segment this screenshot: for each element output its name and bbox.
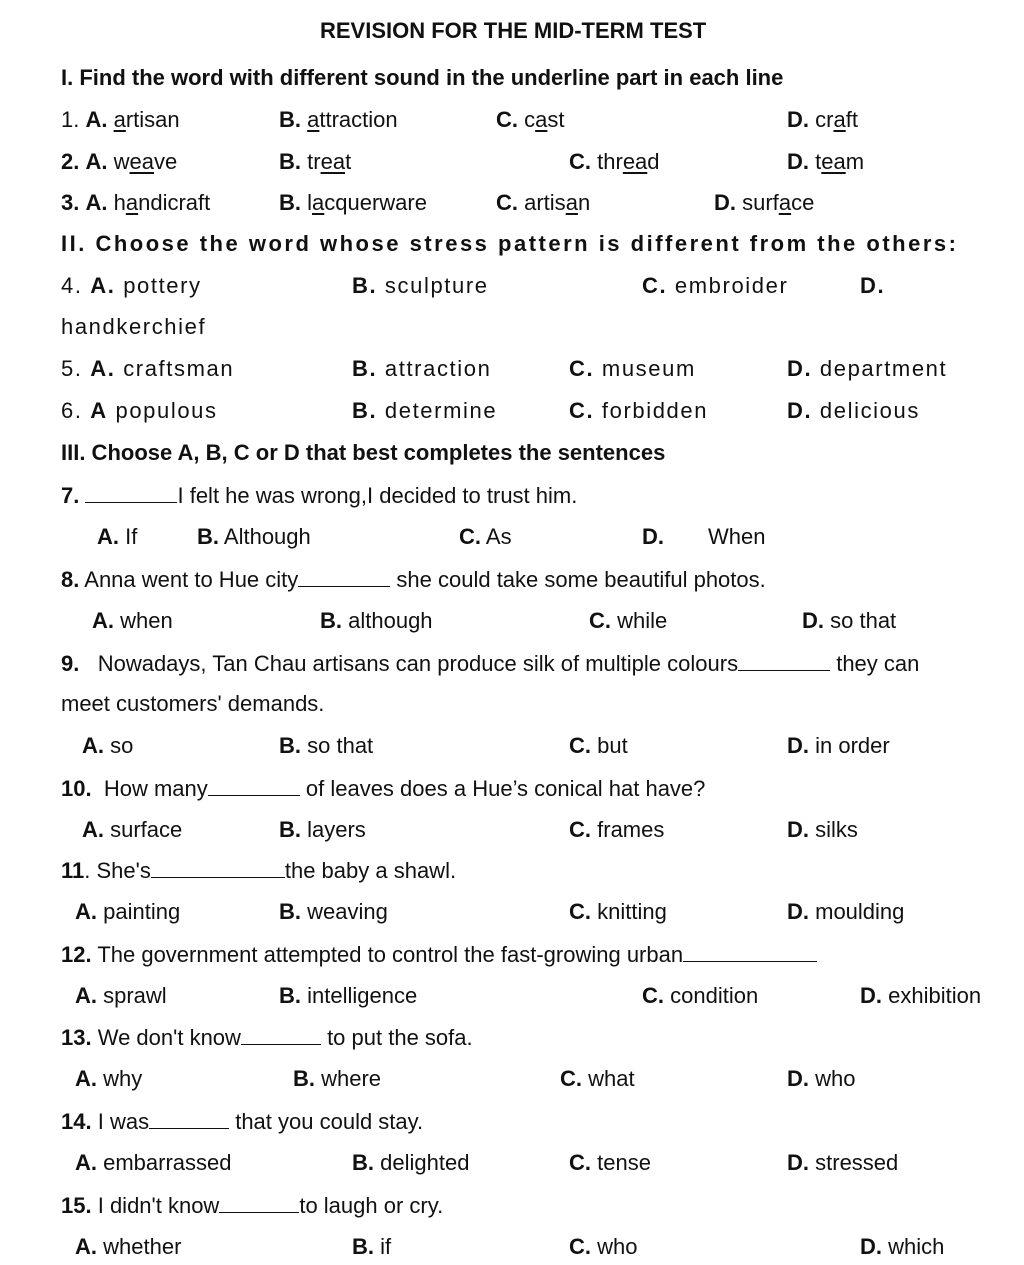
question-11-option-d: D. moulding [787, 899, 905, 924]
question-1-option-a: 1. A. artisan [61, 107, 180, 132]
question-10-stem: 10. How many of leaves does a Hue’s conical hat have? [61, 776, 706, 801]
question-14-option-c: C. tense [569, 1150, 651, 1175]
question-9-option-a: A. so [82, 733, 134, 758]
question-3-option-c: C. artisan [496, 190, 591, 215]
question-5-option-c: C. museum [569, 356, 696, 381]
question-9-stem-line-2: meet customers' demands. [61, 691, 325, 716]
question-12-option-b: B. intelligence [279, 983, 418, 1008]
question-12-option-c: C. condition [642, 983, 759, 1008]
question-3-option-d: D. surface [714, 190, 815, 215]
question-4-option-d-letter: D. [860, 273, 886, 298]
question-9-option-c: C. but [569, 733, 628, 758]
question-9-option-b: B. so that [279, 733, 374, 758]
section-heading-1: I. Find the word with different sound in the underline part in each line [61, 65, 784, 90]
question-5-option-b: B. attraction [352, 356, 492, 381]
question-7-stem: 7. I felt he was wrong,I decided to trust him. [61, 483, 578, 508]
answer-blank [738, 650, 830, 671]
question-8-option-c: C. while [589, 608, 668, 633]
question-12-option-a: A. sprawl [75, 983, 167, 1008]
question-4-option-d-text: handkerchief [61, 314, 207, 339]
question-3-option-b: B. lacquerware [279, 190, 427, 215]
question-11-stem: 11. She's the baby a shawl. [61, 858, 457, 883]
question-15-stem: 15. I didn't know to laugh or cry. [61, 1193, 444, 1218]
question-9-stem: 9. Nowadays, Tan Chau artisans can produce silk of multiple colours they can [61, 651, 920, 676]
question-15-option-a: A. whether [75, 1234, 182, 1259]
question-13-option-c: C. what [560, 1066, 635, 1091]
question-10-option-b: B. layers [279, 817, 366, 842]
question-10-option-a: A. surface [82, 817, 183, 842]
question-10-option-d: D. silks [787, 817, 858, 842]
question-4-option-a: 4. A. pottery [61, 273, 202, 298]
question-2-option-a: 2. A. weave [61, 149, 178, 174]
question-7-option-d: D. When [642, 524, 766, 549]
section-heading-2: II. Choose the word whose stress pattern is different from the others: [61, 231, 959, 256]
question-2-option-d: D. team [787, 149, 865, 174]
question-14-option-a: A. embarrassed [75, 1150, 232, 1175]
question-4-option-c: C. embroider [642, 273, 789, 298]
question-11-option-a: A. painting [75, 899, 181, 924]
question-15-option-b: B. if [352, 1234, 392, 1259]
question-13-option-b: B. where [293, 1066, 382, 1091]
question-8-option-d: D. so that [802, 608, 897, 633]
question-5-option-d: D. department [787, 356, 948, 381]
answer-blank [151, 857, 285, 878]
question-5-option-a: 5. A. craftsman [61, 356, 235, 381]
question-6-option-b: B. determine [352, 398, 498, 423]
question-13-option-d: D. who [787, 1066, 856, 1091]
question-12-option-d: D. exhibition [860, 983, 982, 1008]
answer-blank [298, 566, 390, 587]
answer-blank [149, 1108, 229, 1129]
question-8-option-a: A. when [92, 608, 173, 633]
answer-blank [85, 482, 177, 503]
question-13-stem: 13. We don't know to put the sofa. [61, 1025, 473, 1050]
question-2-option-b: B. treat [279, 149, 352, 174]
answer-blank [241, 1024, 321, 1045]
question-14-stem: 14. I was that you could stay. [61, 1109, 424, 1134]
question-14-option-b: B. delighted [352, 1150, 470, 1175]
question-15-option-c: C. who [569, 1234, 638, 1259]
question-11-option-b: B. weaving [279, 899, 388, 924]
answer-blank [683, 941, 817, 962]
question-6-option-d: D. delicious [787, 398, 920, 423]
question-7-option-a: A. If [97, 524, 138, 549]
question-11-option-c: C. knitting [569, 899, 667, 924]
question-8-option-b: B. although [320, 608, 433, 633]
question-12-stem: 12. The government attempted to control the fast-growing urban [61, 941, 817, 968]
question-15-option-d: D. which [860, 1234, 945, 1259]
answer-blank [219, 1192, 299, 1213]
question-7-option-c: C. As [459, 524, 512, 549]
question-7-option-b: B. Although [197, 524, 311, 549]
question-10-option-c: C. frames [569, 817, 665, 842]
question-3-option-a: 3. A. handicraft [61, 190, 211, 215]
question-8-stem: 8. Anna went to Hue city she could take some beautiful photos. [61, 567, 766, 592]
question-1-option-b: B. attraction [279, 107, 398, 132]
question-2-option-c: C. thread [569, 149, 660, 174]
section-heading-3: III. Choose A, B, C or D that best completes the sentences [61, 440, 666, 465]
question-14-option-d: D. stressed [787, 1150, 899, 1175]
question-6-option-a: 6. A populous [61, 398, 218, 423]
question-6-option-c: C. forbidden [569, 398, 709, 423]
question-1-option-d: D. craft [787, 107, 858, 132]
question-13-option-a: A. why [75, 1066, 143, 1091]
question-4-option-b: B. sculpture [352, 273, 489, 298]
page-title: REVISION FOR THE MID-TERM TEST [320, 18, 707, 43]
question-1-option-c: C. cast [496, 107, 565, 132]
answer-blank [208, 775, 300, 796]
question-9-option-d: D. in order [787, 733, 890, 758]
